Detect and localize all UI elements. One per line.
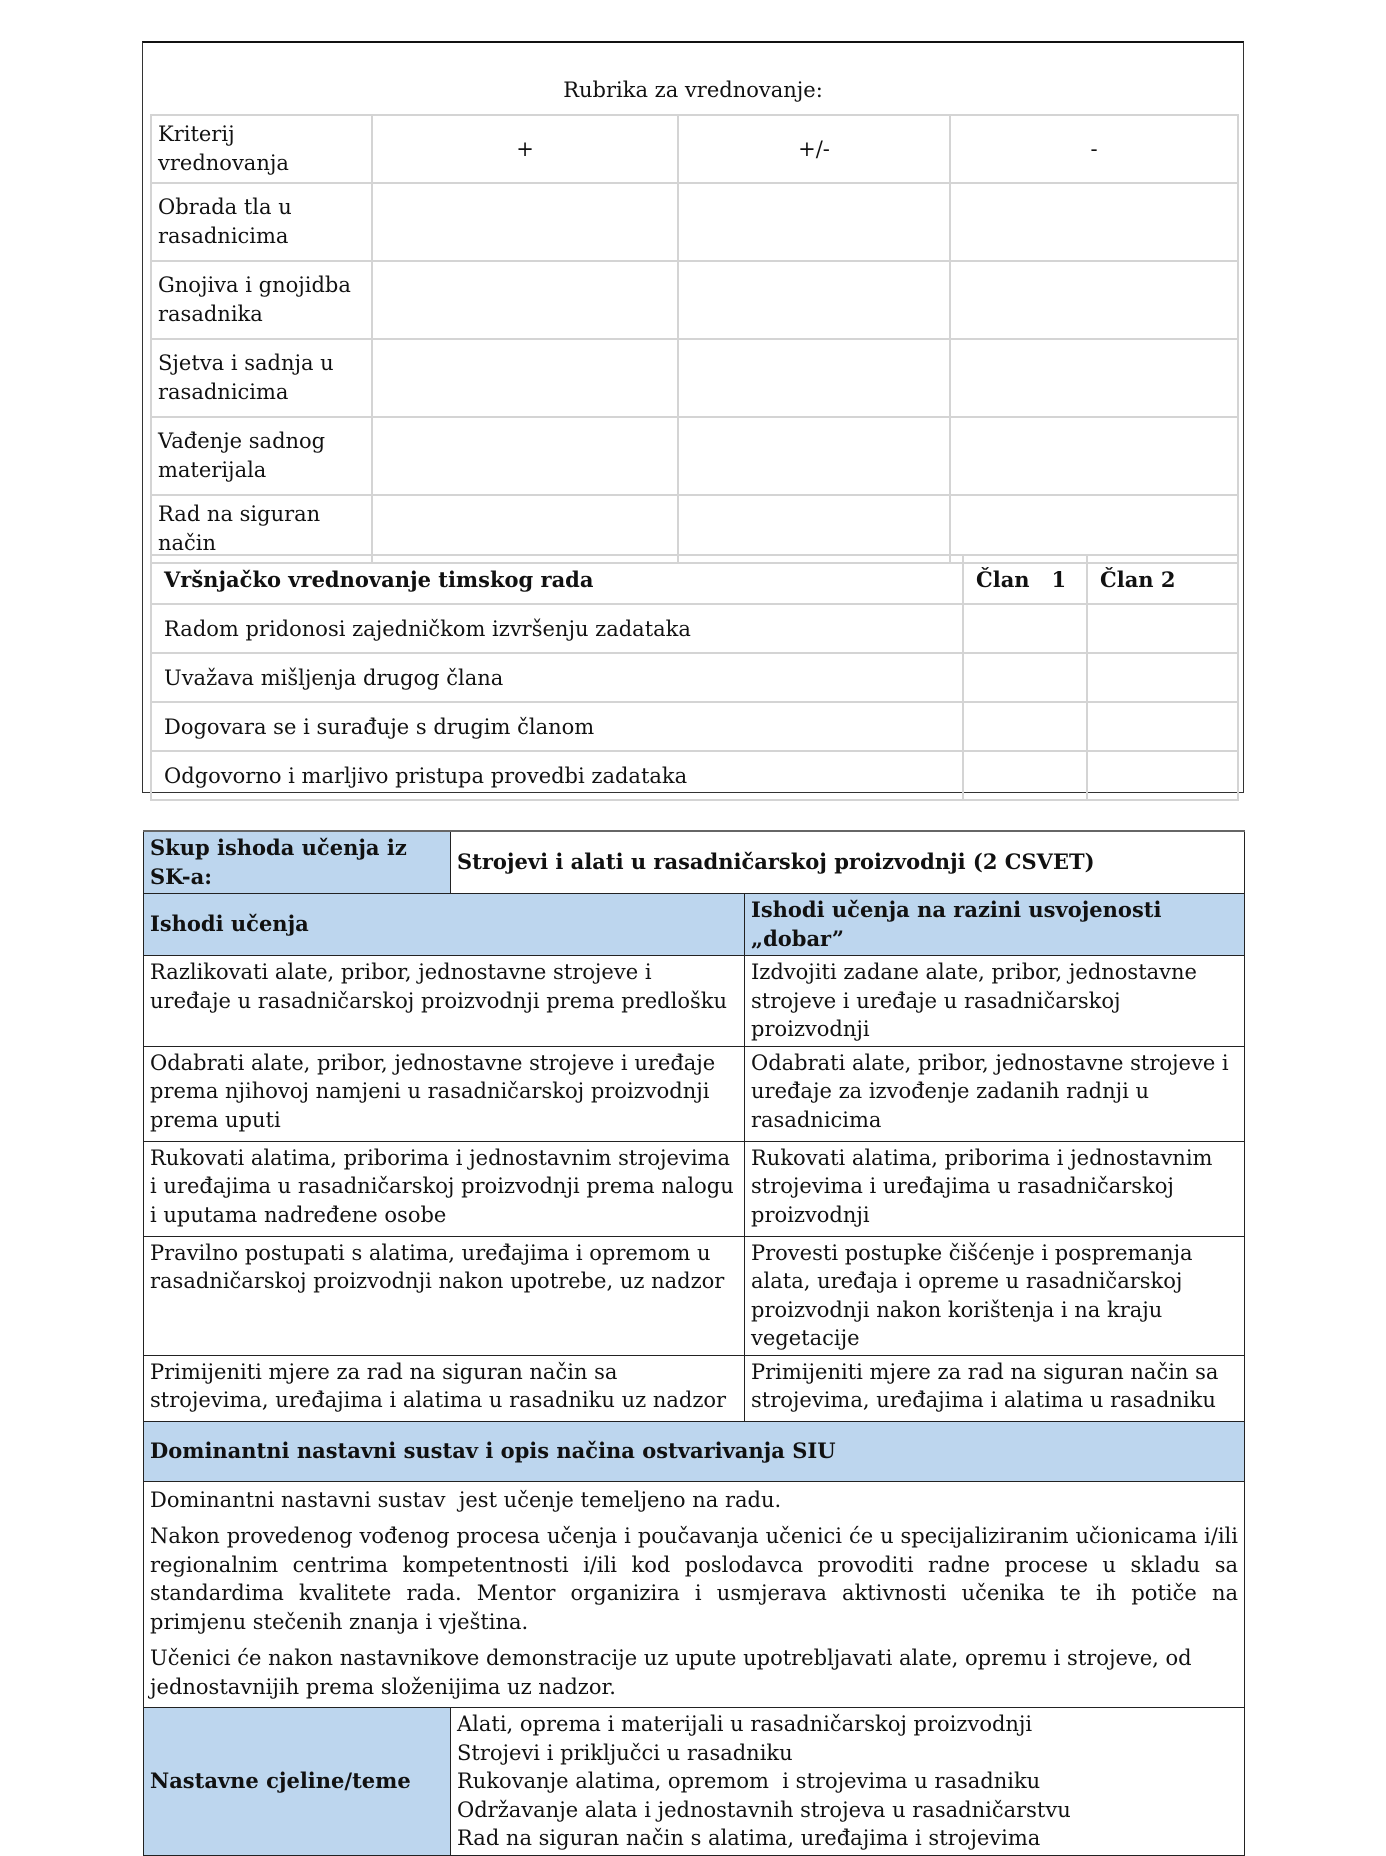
outcomes-good-header: Ishodi učenja na razini usvojenosti „dobar” xyxy=(745,894,1245,956)
rubric-row xyxy=(151,183,1238,261)
topics-label: Nastavne cjeline/teme xyxy=(144,1708,451,1856)
rubric-cell-minus[interactable] xyxy=(950,261,1238,339)
rubric-criterion: Rad na siguran način xyxy=(151,495,372,563)
outcome-text: Primijeniti mjere za rad na siguran način sa strojevima, uređajima i alatima u rasadniku uz nadzor xyxy=(144,1355,745,1421)
outcome-row xyxy=(144,1141,1245,1236)
peer-criterion: Uvažava mišljenja drugog člana xyxy=(151,653,963,702)
rubric-criterion: Sjetva i sadnja u rasadnicima xyxy=(151,339,372,417)
outcome-good-text: Primijeniti mjere za rad na siguran način sa strojevima, uređajima i alatima u rasadniku xyxy=(745,1355,1245,1421)
topics-row xyxy=(144,1708,1245,1856)
peer-cell-member-2[interactable] xyxy=(1087,702,1238,751)
topic-item: Alati, oprema i materijali u rasadničarskoj proizvodnji xyxy=(457,1712,1033,1736)
rubric-cell-plus[interactable] xyxy=(372,261,678,339)
rubric-header-plus: + xyxy=(372,115,678,183)
rubric-row xyxy=(151,261,1238,339)
dominant-header-row xyxy=(144,1421,1245,1481)
outcomes-header-row xyxy=(144,894,1245,956)
rubric-cell-minus[interactable] xyxy=(950,183,1238,261)
dominant-description xyxy=(144,1481,1245,1708)
rubric-cell-plus-minus[interactable] xyxy=(678,495,950,563)
peer-review-table xyxy=(150,554,1239,801)
rubric-cell-minus[interactable] xyxy=(950,495,1238,563)
outcome-good-text: Odabrati alate, pribor, jednostavne strojeve i uređaje za izvođenje zadanih radnji u rasadnicima xyxy=(745,1046,1245,1141)
outcome-row xyxy=(144,956,1245,1047)
topic-item: Rukovanje alatima, opremom i strojevima u rasadniku xyxy=(457,1769,1041,1793)
outcomes-header: Ishodi učenja xyxy=(144,894,745,956)
rubric-cell-plus[interactable] xyxy=(372,495,678,563)
rubric-cell-plus-minus[interactable] xyxy=(678,261,950,339)
rubric-cell-plus-minus[interactable] xyxy=(678,339,950,417)
rubric-header-criterion: Kriterij vrednovanja xyxy=(151,115,372,183)
topic-item: Strojevi i priključci u rasadniku xyxy=(457,1740,793,1765)
outcome-good-text: Provesti postupke čišćenje i pospremanja alata, uređaja i opreme u rasadničarskoj proizvodnji nakon korištenja i na kraju vegetacije xyxy=(745,1236,1245,1355)
peer-row xyxy=(151,702,1238,751)
siu-label: Skup ishoda učenja iz SK-a: xyxy=(144,831,451,894)
dominant-paragraph: Dominantni nastavni sustav jest učenje temeljeno na radu. xyxy=(150,1487,782,1512)
peer-cell-member-2[interactable] xyxy=(1087,751,1238,800)
rubric-criterion: Vađenje sadnog materijala xyxy=(151,417,372,495)
rubric-criterion: Gnojiva i gnojidba rasadnika xyxy=(151,261,372,339)
outcome-text: Razlikovati alate, pribor, jednostavne strojeve i uređaje u rasadničarskoj proizvodnji prema predlošku xyxy=(144,956,745,1047)
dominant-header: Dominantni nastavni sustav i opis načina ostvarivanja SIU xyxy=(144,1421,1245,1481)
peer-criterion: Odgovorno i marljivo pristupa provedbi zadataka xyxy=(151,751,963,800)
rubric-row xyxy=(151,495,1238,563)
peer-cell-member-1[interactable] xyxy=(963,604,1087,653)
rubric-title: Rubrika za vrednovanje: xyxy=(563,78,823,102)
peer-criterion: Dogovara se i surađuje s drugim članom xyxy=(151,702,963,751)
outcome-text: Odabrati alate, pribor, jednostavne strojeve i uređaje prema njihovoj namjeni u rasadničarskoj proizvodnji prema uputi xyxy=(144,1046,745,1141)
topics-list xyxy=(451,1708,1245,1856)
peer-cell-member-1[interactable] xyxy=(963,751,1087,800)
peer-row xyxy=(151,604,1238,653)
peer-row xyxy=(151,653,1238,702)
peer-cell-member-2[interactable] xyxy=(1087,653,1238,702)
outcome-row xyxy=(144,1355,1245,1421)
topic-item: Rad na siguran način s alatima, uređajima i strojevima xyxy=(457,1826,1041,1850)
dominant-paragraph: Učenici će nakon nastavnikove demonstracije uz upute upotrebljavati alate, opremu i strojeve, od jednostavnijih prema složenijima uz nadzor. xyxy=(150,1646,1192,1699)
rubric-cell-minus[interactable] xyxy=(950,339,1238,417)
dominant-body-row xyxy=(144,1481,1245,1708)
siu-title-row xyxy=(144,831,1245,894)
siu-value: Strojevi i alati u rasadničarskoj proizvodnji (2 CSVET) xyxy=(451,831,1245,894)
rubric-row xyxy=(151,339,1238,417)
rubric-table xyxy=(150,114,1239,564)
outcome-text: Rukovati alatima, priborima i jednostavnim strojevima i uređajima u rasadničarskoj proizvodnji prema nalogu i uputama nadređene osobe xyxy=(144,1141,745,1236)
peer-cell-member-1[interactable] xyxy=(963,653,1087,702)
outcome-row xyxy=(144,1236,1245,1355)
rubric-header-row xyxy=(151,115,1238,183)
rubric-criterion: Obrada tla u rasadnicima xyxy=(151,183,372,261)
rubric-cell-plus-minus[interactable] xyxy=(678,183,950,261)
dominant-paragraph: Nakon provedenog vođenog procesa učenja i poučavanja učenici će u specijaliziranim učionicama i/ili regionalnim centrima kompetentnosti i/ili kod poslodavca provoditi radne procese u skladu sa standardima kvalitete rada. Mentor organizira i usmjerava aktivnosti učenika te ih potiče na primjenu stečenih znanja i vještina. xyxy=(150,1524,1238,1634)
peer-row xyxy=(151,751,1238,800)
rubric-cell-plus[interactable] xyxy=(372,183,678,261)
rubric-cell-plus[interactable] xyxy=(372,417,678,495)
peer-cell-member-1[interactable] xyxy=(963,702,1087,751)
outcome-good-text: Izdvojiti zadane alate, pribor, jednostavne strojeve i uređaje u rasadničarskoj proizvodnji xyxy=(745,956,1245,1047)
peer-header-row xyxy=(151,555,1238,604)
peer-cell-member-2[interactable] xyxy=(1087,604,1238,653)
rubric-cell-plus-minus[interactable] xyxy=(678,417,950,495)
outcome-text: Pravilno postupati s alatima, uređajima i opremom u rasadničarskoj proizvodnji nakon upotrebe, uz nadzor xyxy=(144,1236,745,1355)
rubric-row xyxy=(151,417,1238,495)
rubric-cell-plus[interactable] xyxy=(372,339,678,417)
outcome-good-text: Rukovati alatima, priborima i jednostavnim strojevima i uređajima u rasadničarskoj proizvodnji xyxy=(745,1141,1245,1236)
rubric-header-plus-minus: +/- xyxy=(678,115,950,183)
peer-header-title: Vršnjačko vrednovanje timskog rada xyxy=(151,555,963,604)
peer-criterion: Radom pridonosi zajedničkom izvršenju zadataka xyxy=(151,604,963,653)
rubric-header-minus: - xyxy=(950,115,1238,183)
peer-header-member-2: Član 2 xyxy=(1087,555,1238,604)
topic-item: Održavanje alata i jednostavnih strojeva u rasadničarstvu xyxy=(457,1797,1071,1822)
rubric-cell-minus[interactable] xyxy=(950,417,1238,495)
learning-outcomes-table xyxy=(143,830,1245,1856)
peer-header-member-1: Član 1 xyxy=(963,555,1087,604)
outcome-row xyxy=(144,1046,1245,1141)
